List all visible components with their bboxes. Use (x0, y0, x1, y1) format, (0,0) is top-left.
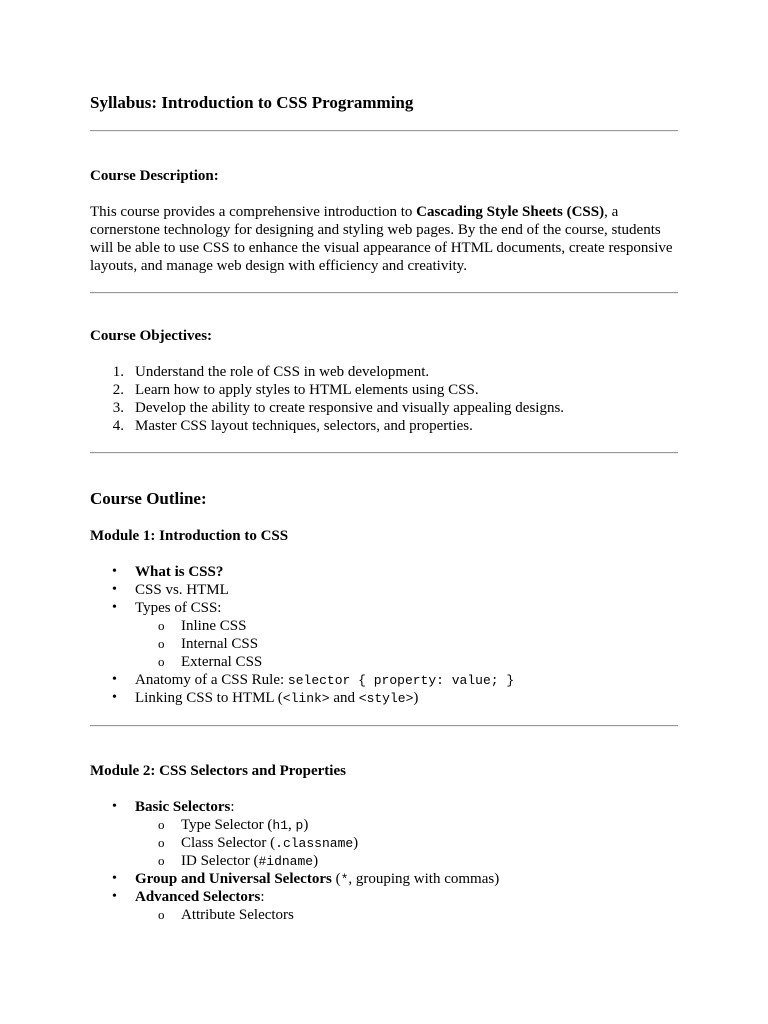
list-item (135, 798, 235, 816)
list-item-label: What is CSS? (135, 564, 224, 580)
module-1-list (0, 563, 768, 707)
page-title: Syllabus: Introduction to CSS Programming (90, 93, 414, 112)
bullet-marker: • (112, 600, 117, 615)
list-item-text: : (260, 889, 265, 905)
list-item-text: ) (313, 853, 319, 869)
list-number: 1. (112, 364, 124, 380)
module-2-heading: Module 2: CSS Selectors and Properties (90, 763, 346, 779)
sub-bullet-marker: o (158, 817, 165, 832)
code-snippet: p (295, 818, 304, 833)
sub-bullet-marker: o (158, 907, 165, 922)
list-item-label: Basic Selectors (135, 799, 231, 815)
list-item: Learn how to apply styles to HTML elements using CSS. (135, 382, 479, 398)
list-item: CSS vs. HTML (135, 582, 229, 598)
divider (90, 130, 678, 132)
description-paragraph (90, 203, 680, 275)
description-heading: Course Description: (90, 168, 219, 184)
list-item-text: Anatomy of a CSS Rule: (135, 672, 288, 688)
bullet-marker: • (112, 582, 117, 597)
list-item (135, 888, 265, 906)
sub-list-item (181, 834, 358, 853)
list-item-text: , (288, 817, 296, 833)
objectives-list (0, 363, 768, 435)
description-line-3: will be able to use CSS to enhance the visual appearance of HTML documents, create responsive (90, 240, 673, 256)
list-number: 3. (112, 400, 124, 416)
description-emphasis: Cascading Style Sheets (CSS) (416, 204, 605, 220)
code-snippet: h1 (272, 818, 289, 833)
divider (90, 292, 678, 294)
list-item (135, 689, 418, 708)
code-snippet: * (340, 872, 349, 887)
list-item-label: Group and Universal Selectors (135, 871, 332, 887)
objectives-heading: Course Objectives: (90, 328, 213, 344)
description-line-1 (90, 203, 680, 221)
code-snippet: selector { property: value; } (287, 673, 515, 688)
bullet-marker: • (112, 672, 117, 687)
description-text: , a (604, 204, 619, 220)
code-snippet: <link> (282, 691, 330, 706)
list-item-text: Class Selector ( (181, 835, 276, 851)
bullet-marker: • (112, 690, 117, 705)
list-item-text: Type Selector ( (181, 817, 273, 833)
sub-bullet-marker: o (158, 654, 165, 669)
list-item (135, 870, 499, 889)
list-item: Master CSS layout techniques, selectors, and properties. (135, 418, 473, 434)
description-text: This course provides a comprehensive introduction to (90, 204, 417, 220)
bullet-marker: • (112, 564, 117, 579)
module-1-heading: Module 1: Introduction to CSS (90, 528, 289, 544)
code-snippet: #idname (258, 854, 314, 869)
bullet-marker: • (112, 889, 117, 904)
sub-list-item: Inline CSS (181, 618, 247, 634)
list-item-text: ) (303, 817, 309, 833)
list-item: Types of CSS: (135, 600, 222, 616)
list-item: Develop the ability to create responsive and visually appealing designs. (135, 400, 565, 416)
sub-list-item: External CSS (181, 654, 263, 670)
code-snippet: <style> (358, 691, 414, 706)
list-item-text: ID Selector ( (181, 853, 259, 869)
description-line-4: layouts, and manage web design with efficiency and creativity. (90, 258, 467, 274)
list-item-label: Advanced Selectors (135, 889, 261, 905)
list-item-text: ) (413, 690, 419, 706)
list-item-text: and (329, 690, 359, 706)
list-item (135, 671, 514, 690)
list-item (135, 563, 223, 581)
divider (90, 725, 678, 727)
list-item-text: ( (331, 871, 341, 887)
divider (90, 452, 678, 454)
sub-bullet-marker: o (158, 853, 165, 868)
sub-bullet-marker: o (158, 636, 165, 651)
bullet-marker: • (112, 871, 117, 886)
list-number: 2. (112, 382, 124, 398)
list-item-text: ) (353, 835, 359, 851)
sub-bullet-marker: o (158, 835, 165, 850)
outline-heading: Course Outline: (90, 489, 207, 508)
list-item: Understand the role of CSS in web development. (135, 364, 430, 380)
sub-list-item: Internal CSS (181, 636, 259, 652)
sub-bullet-marker: o (158, 618, 165, 633)
sub-list-item (181, 852, 318, 871)
list-number: 4. (112, 418, 124, 434)
module-2-list (0, 798, 768, 924)
sub-list-item: Attribute Selectors (181, 907, 294, 923)
description-line-2: cornerstone technology for designing and styling web pages. By the end of the course, students (90, 222, 661, 238)
code-snippet: .classname (275, 836, 354, 851)
list-item-text: : (230, 799, 235, 815)
list-item-text: , grouping with commas) (348, 871, 500, 887)
bullet-marker: • (112, 799, 117, 814)
sub-list-item (181, 816, 308, 835)
list-item-text: Linking CSS to HTML ( (135, 690, 283, 706)
